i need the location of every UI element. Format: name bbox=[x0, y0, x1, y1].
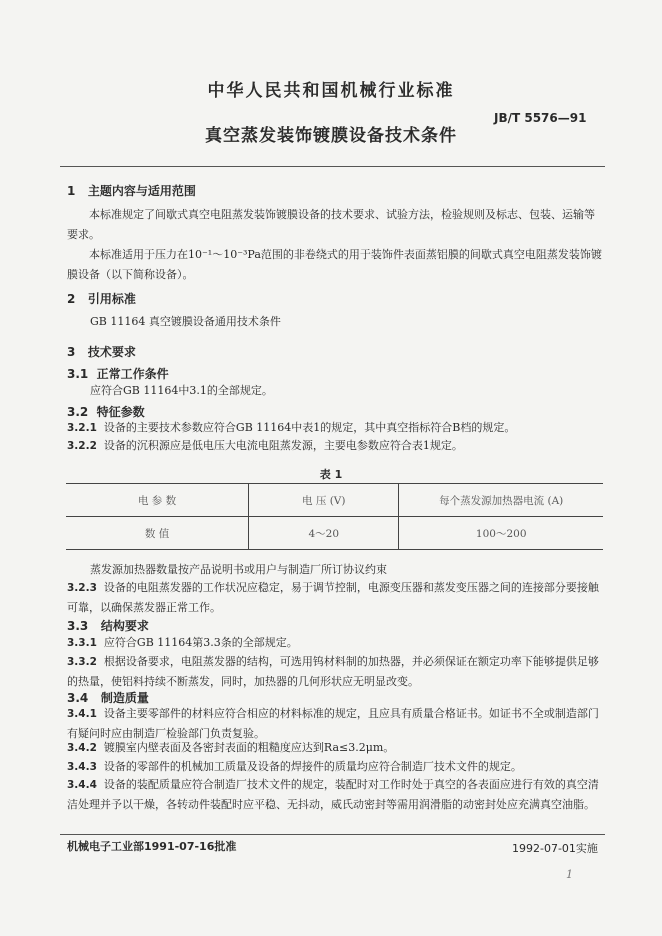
section-title: 结构要求 bbox=[100, 619, 149, 633]
electrical-parameters-table bbox=[66, 483, 603, 550]
clause-text: 设备的零部件的机械加工质量及设备的焊接件的质量均应符合制造厂技术文件的规定。 bbox=[103, 760, 522, 773]
clause-3-2-3 bbox=[67, 578, 603, 618]
section-number: 3 bbox=[67, 345, 76, 359]
document-title: 真空蒸发装饰镀膜设备技术条件 bbox=[205, 126, 457, 146]
section-title: 引用标准 bbox=[87, 292, 136, 306]
section-title: 技术要求 bbox=[87, 345, 136, 359]
clause-text: 设备的装配质量应符合制造厂技术文件的规定，装配时对工作时处于真空的各表面应进行有效的真空清洁处理并予以干燥，各转动件装配时应平稳、无抖动，威氏动密封等需用润滑脂的动密封处应充满真空油脂。 bbox=[67, 778, 599, 811]
clause-number: 3.4.1 bbox=[67, 708, 97, 720]
clause-text: 应符合GB 11164第3.3条的全部规定。 bbox=[103, 636, 298, 649]
clause-number: 3.4.3 bbox=[67, 761, 97, 773]
section-title: 主题内容与适用范围 bbox=[87, 184, 196, 198]
clause-number: 3.2.2 bbox=[67, 440, 97, 452]
footer-rule bbox=[60, 834, 605, 835]
effective-date: 1992-07-01实施 bbox=[512, 842, 598, 855]
referenced-standard: GB 11164 真空镀膜设备通用技术条件 bbox=[90, 315, 281, 328]
clause-text: 根据设备要求，电阻蒸发器的结构，可选用钨材料制的加热器，并必须保证在额定功率下能够提供足够的热量，使铝料持续不断蒸发，同时，加热器的几何形状应无明显改变。 bbox=[67, 655, 599, 688]
clause-number: 3.4.4 bbox=[67, 779, 97, 791]
section-3-1-text: 应符合GB 11164中3.1的全部规定。 bbox=[90, 384, 273, 397]
table-header-cell: 电 压 (V) bbox=[249, 484, 399, 517]
clause-3-4-3 bbox=[67, 757, 522, 777]
clause-3-4-2 bbox=[67, 738, 394, 758]
section-number: 1 bbox=[67, 184, 76, 198]
section-1-paragraph-2: 本标准适用于压力在10⁻¹～10⁻³Pa范围的非卷绕式的用于装饰件表面蒸铝膜的间歇式真空电阻蒸发装饰镀膜设备（以下简称设备）。 bbox=[67, 248, 602, 281]
section-title: 正常工作条件 bbox=[96, 367, 169, 381]
clause-3-3-1 bbox=[67, 633, 298, 653]
section-number: 3.1 bbox=[67, 367, 89, 381]
section-number: 3.4 bbox=[67, 691, 89, 705]
clause-number: 3.3.2 bbox=[67, 656, 97, 668]
clause-3-3-2 bbox=[67, 652, 603, 692]
clause-3-4-4 bbox=[67, 775, 603, 815]
section-3-heading bbox=[67, 343, 136, 360]
header-rule bbox=[60, 166, 605, 167]
clause-3-2-1 bbox=[67, 418, 515, 438]
clause-text: 镀膜室内壁表面及各密封表面的粗糙度应达到Ra≤3.2μm。 bbox=[103, 741, 395, 754]
clause-number: 3.2.1 bbox=[67, 422, 97, 434]
table-header-row bbox=[66, 484, 603, 517]
section-number: 3.2 bbox=[67, 405, 89, 419]
clause-number: 3.4.2 bbox=[67, 742, 97, 754]
table-cell: 100～200 bbox=[399, 517, 603, 550]
table-caption: 表 1 bbox=[319, 468, 343, 481]
section-title: 特征参数 bbox=[96, 405, 145, 419]
table-note: 蒸发源加热器数量按产品说明书或用户与制造厂所订协议约束 bbox=[90, 563, 387, 576]
clause-3-2-2 bbox=[67, 436, 463, 456]
section-1-heading bbox=[67, 182, 196, 199]
table-cell: 4～20 bbox=[249, 517, 399, 550]
standard-code: JB/T 5576—91 bbox=[494, 111, 587, 125]
clause-number: 3.2.3 bbox=[67, 582, 97, 594]
section-3-3-heading bbox=[67, 617, 149, 634]
page-mark: 1 bbox=[566, 868, 573, 881]
section-number: 2 bbox=[67, 292, 76, 306]
clause-text: 设备的主要技术参数应符合GB 11164中表1的规定，其中真空指标符合B档的规定。 bbox=[103, 421, 516, 434]
clause-text: 设备的沉积源应是低电压大电流电阻蒸发源，主要电参数应符合表1规定。 bbox=[103, 439, 463, 452]
table-header-cell: 每个蒸发源加热器电流 (A) bbox=[399, 484, 603, 517]
clause-number: 3.3.1 bbox=[67, 637, 97, 649]
section-2-heading bbox=[67, 290, 136, 307]
clause-text: 设备的电阻蒸发器的工作状况应稳定，易于调节控制，电源变压器和蒸发变压器之间的连接部分要接触可靠，以确保蒸发器正常工作。 bbox=[67, 581, 599, 614]
standard-category: 中华人民共和国机械行业标准 bbox=[207, 81, 455, 101]
approval-note: 机械电子工业部1991-07-16批准 bbox=[67, 840, 237, 853]
section-1-paragraph-1: 本标准规定了间歇式真空电阻蒸发装饰镀膜设备的技术要求、试验方法，检验规则及标志、包装、运输等要求。 bbox=[67, 208, 595, 241]
section-title: 制造质量 bbox=[100, 691, 149, 705]
section-number: 3.3 bbox=[67, 619, 89, 633]
table-row bbox=[66, 517, 603, 550]
section-3-1-heading bbox=[67, 365, 169, 382]
clause-text: 设备主要零部件的材料应符合相应的材料标准的规定，且应具有质量合格证书。如证书不全或制造部门有疑问时应由制造厂检验部门负责复验。 bbox=[67, 707, 599, 740]
table-cell: 数 值 bbox=[66, 517, 249, 550]
table-header-cell: 电 参 数 bbox=[66, 484, 249, 517]
